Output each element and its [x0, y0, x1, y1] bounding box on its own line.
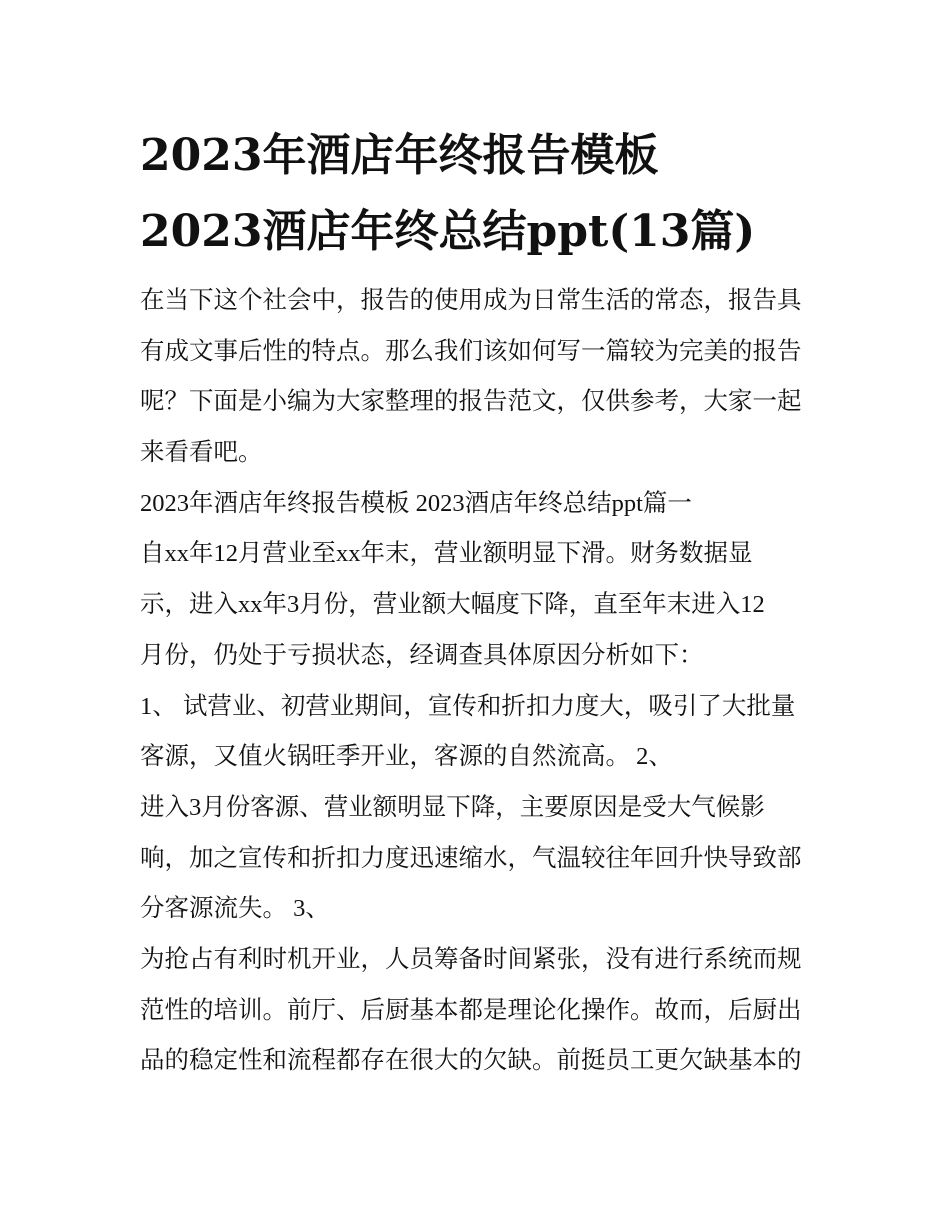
list-item: 响，加之宣传和折扣力度迅速缩水，气温较往年回升快导致部: [140, 844, 802, 872]
list-item: 品的稳定性和流程都存在很大的欠缺。前挺员工更欠缺基本的: [140, 1047, 802, 1075]
document-title-line-1: 2023年酒店年终报告模板: [140, 130, 659, 181]
body-line: 呢？下面是小编为大家整理的报告范文，仅供参考，大家一起: [140, 388, 802, 416]
document-title-line-2: 2023酒店年终总结ppt(13篇): [140, 206, 756, 257]
body-line: 来看看吧。: [140, 439, 263, 467]
body-line: 月份，仍处于亏损状态，经调查具体原因分析如下：: [140, 641, 704, 669]
body-line: 示，进入xx年3月份，营业额大幅度下降，直至年末进入12: [140, 591, 765, 619]
list-item: 进入3月份客源、营业额明显下降，主要原因是受大气候影: [140, 793, 765, 821]
body-line: 有成文事后性的特点。那么我们该如何写一篇较为完美的报告: [140, 337, 802, 365]
body-line: 自xx年12月营业至xx年末，营业额明显下滑。财务数据显: [140, 540, 753, 568]
list-item: 客源，又值火锅旺季开业，客源的自然流高。 2、: [140, 743, 673, 771]
list-item: 范性的培训。前厅、后厨基本都是理论化操作。故而，后厨出: [140, 996, 802, 1024]
list-item: 1、 试营业、初营业期间，宣传和折扣力度大，吸引了大批量: [140, 692, 796, 720]
list-item: 为抢占有利时机开业，人员筹备时间紧张，没有进行系统而规: [140, 945, 802, 973]
body-line: 在当下这个社会中，报告的使用成为日常生活的常态，报告具: [140, 287, 802, 314]
document-body: [140, 276, 815, 1087]
list-item: 分客源流失。 3、: [140, 895, 330, 923]
section-heading: 2023年酒店年终报告模板 2023酒店年终总结ppt篇一: [140, 489, 692, 517]
document-content: [140, 118, 815, 1087]
